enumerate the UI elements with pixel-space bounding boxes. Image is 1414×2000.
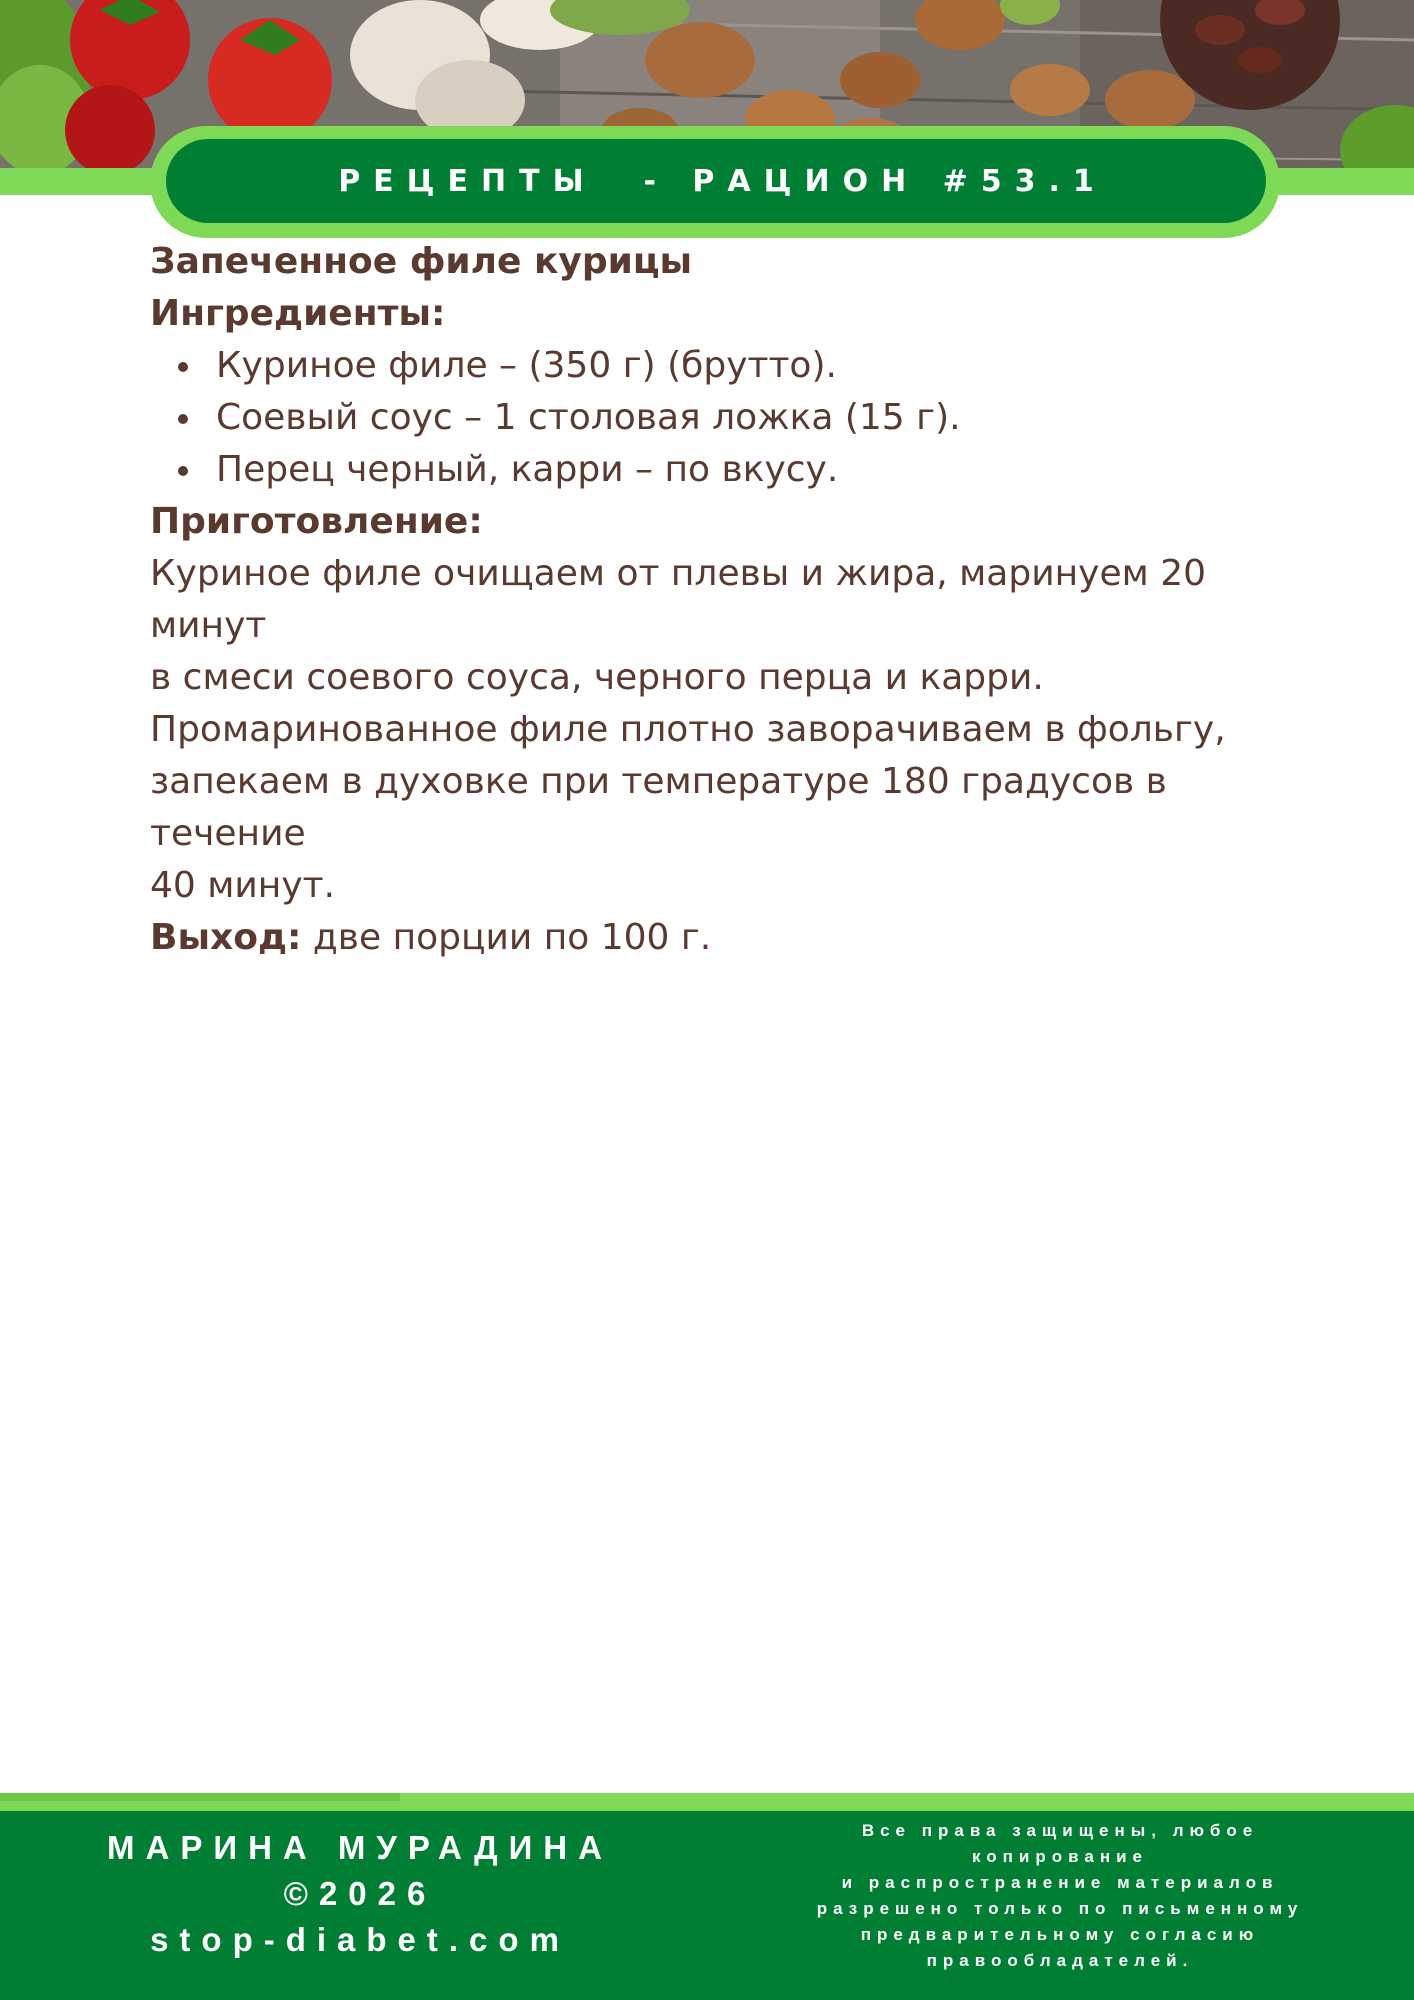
bullet-icon	[178, 362, 188, 372]
title-pill	[166, 139, 1266, 223]
list-item	[150, 340, 1300, 392]
method-line: запекаем в духовке при температуре 180 градусов в течение	[150, 761, 1167, 854]
yield-value: две порции по 100 г.	[301, 917, 712, 958]
rights-line: предварительному согласию	[860, 1925, 1260, 1944]
footer-author-block	[40, 1825, 680, 1963]
recipe-title: Запеченное филе курицы	[150, 241, 693, 282]
ingredients-list	[150, 340, 1300, 496]
ingredient-text: Соевый соус – 1 столовая ложка (15 г).	[216, 397, 961, 438]
rights-line: копирование	[971, 1847, 1148, 1866]
bullet-icon	[178, 414, 188, 424]
page-title: РЕЦЕПТЫ - РАЦИОН #53.1	[338, 163, 1107, 199]
ingredient-text: Перец черный, карри – по вкусу.	[216, 449, 839, 490]
rights-line: Все права защищены, любое	[861, 1821, 1259, 1840]
rights-line: правообладателей.	[926, 1951, 1194, 1970]
footer-strip-accent	[0, 1793, 400, 1801]
method-heading: Приготовление:	[150, 501, 483, 542]
rights-line: и распространение материалов	[841, 1873, 1279, 1892]
bullet-icon	[178, 466, 188, 476]
method-line: 40 минут.	[150, 865, 336, 906]
author-name: МАРИНА МУРАДИНА	[107, 1829, 613, 1866]
rights-line: разрешено только по письменному	[816, 1899, 1304, 1918]
yield-line	[150, 912, 1300, 964]
yield-label: Выход:	[150, 917, 302, 958]
footer-rights-notice	[740, 1818, 1380, 1974]
method-line: в смеси соевого соуса, черного перца и карри.	[150, 657, 1044, 698]
website-link[interactable]: stop-diabet.com	[150, 1921, 570, 1958]
recipe-content	[150, 236, 1300, 964]
list-item	[150, 392, 1300, 444]
ingredient-text: Куриное филе – (350 г) (брутто).	[216, 345, 837, 386]
ingredients-heading: Ингредиенты:	[150, 293, 446, 334]
method-text	[150, 548, 1300, 912]
copyright: ©2026	[283, 1875, 437, 1912]
method-line: Промаринованное филе плотно заворачиваем в фольгу,	[150, 709, 1226, 750]
method-line: Куриное филе очищаем от плевы и жира, маринуем 20 минут	[150, 553, 1207, 646]
list-item	[150, 444, 1300, 496]
